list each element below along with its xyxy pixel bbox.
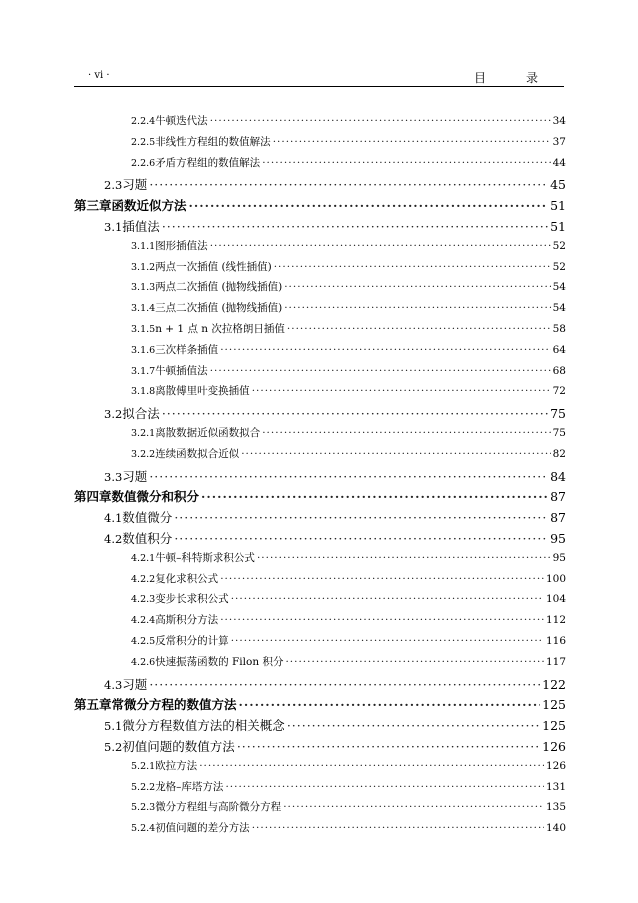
toc-entry-title: 初值问题的差分方法 [155,822,250,835]
toc-entry-title: 初值问题的数值方法 [122,739,235,754]
toc-entry-page: 117 [545,655,566,668]
toc-entry-page: 58 [552,323,566,335]
dot-leader [149,677,540,692]
toc-entry[interactable] [131,612,566,632]
toc-entry-number: 5.2.4 [131,823,156,835]
dot-leader [220,344,550,356]
toc-entry-page: 54 [552,302,566,315]
toc-entry-number: 2.2.5 [131,136,156,148]
dot-leader [231,593,544,605]
toc-entry[interactable] [131,779,566,799]
toc-entry-number: 4.2 [104,532,123,546]
toc-entry-title: 微分方程数值方法的相关概念 [122,718,285,734]
toc-entry-number: 5.2.3 [131,802,156,814]
toc-entry-title: 三点二次插值 (抛物线插值) [155,302,283,315]
dot-leader [220,614,544,626]
toc-entry-title: 数值微分和积分 [111,489,200,505]
toc-entry-page: 72 [552,385,566,398]
dot-leader [237,739,540,754]
toc-entry[interactable] [104,675,566,695]
dot-leader [189,198,549,213]
toc-entry-page: 95 [550,531,566,546]
toc-entry-page: 51 [550,198,566,214]
toc-entry-number: 3.1.3 [131,282,156,294]
toc-entry[interactable] [131,134,566,154]
toc-entry[interactable] [74,196,566,216]
toc-entry-title: 两点二次插值 (抛物线插值) [155,281,283,294]
toc-entry-page: 104 [545,593,566,606]
dot-leader [284,281,550,293]
toc-entry-page: 54 [552,281,566,294]
dot-leader [287,323,551,335]
toc-entry-number: 3.1.1 [131,240,156,252]
toc-entry[interactable] [104,529,566,549]
toc-entry[interactable] [131,550,566,570]
toc-entry-page: 112 [545,614,566,627]
toc-entry-page: 51 [550,219,566,234]
toc-entry-title: 牛顿插值法 [155,364,208,377]
toc-entry-number: 3.1.5 [131,324,156,335]
toc-entry-title: 快速振荡函数的 Filon 积分 [155,655,284,668]
toc-entry-number: 第三章 [74,198,112,214]
running-header [74,66,564,87]
toc-entry-title: 高斯积分方法 [155,614,219,627]
toc-entry-page: 64 [552,343,566,356]
toc-entry-number: 5.2 [104,740,123,754]
toc-entry-number: 3.2.2 [131,448,156,460]
toc-entry-page: 82 [552,447,566,460]
dot-leader [287,718,540,733]
toc-entry-title: 微分方程组与高阶微分方程 [155,801,282,814]
toc-entry[interactable] [104,404,566,424]
toc-entry-title: 连续函数拟合近似 [155,447,240,460]
dot-leader [201,489,548,504]
toc-entry-number: 3.1 [104,220,123,234]
toc-entry[interactable] [104,737,566,757]
dot-leader [274,261,551,273]
toc-entry-page: 116 [545,635,566,647]
toc-entry-title: 矛盾方程组的数值解法 [155,156,261,169]
toc-entry-page: 131 [545,780,566,793]
toc-entry-page: 87 [550,510,566,526]
dot-leader [174,531,548,546]
dot-leader [231,635,544,647]
toc-entry-title: 离散傅里叶变换插值 [155,385,250,398]
toc-entry-page: 84 [550,468,566,484]
toc-entry-page: 140 [545,822,566,835]
toc-entry-number: 3.1.4 [131,303,156,315]
toc-entry[interactable] [131,383,566,403]
toc-entry-title: 插值法 [122,219,160,234]
toc-entry-page: 75 [550,406,566,422]
toc-entry-number: 4.1 [104,511,123,526]
toc-entry-number: 2.2.6 [131,157,156,169]
toc-entry-number: 3.2 [104,407,123,422]
toc-entry-title: 离散数据近似函数拟合 [155,427,261,439]
dot-leader [239,697,541,712]
toc-entry-title: 三次样条插值 [155,343,219,356]
toc-entry-number: 第四章 [74,489,112,505]
toc-entry-title: 数值微分 [122,510,173,526]
toc-entry-number: 4.2.1 [131,552,156,564]
header-title: 目 录 [473,71,552,85]
dot-leader [262,157,550,169]
toc-entry-page: 135 [545,801,566,814]
toc-entry-number: 4.2.2 [131,573,156,585]
toc-entry-number: 3.1.2 [131,261,156,273]
toc-entry-title: n + 1 点 n 次拉格朗日插值 [155,323,285,335]
toc-entry[interactable] [131,259,566,279]
toc-entry[interactable] [131,446,566,466]
dot-leader [262,427,550,439]
toc-entry-number: 4.2.6 [131,656,156,668]
dot-leader [273,136,551,148]
toc-entry[interactable] [131,758,566,778]
toc-entry-title: 牛顿迭代法 [155,115,208,127]
toc-entry-title: 牛顿–科特斯求积公式 [155,551,255,564]
toc-entry-number: 3.1.7 [131,365,156,377]
dot-leader [252,385,551,397]
dot-leader [199,760,544,772]
toc-entry-title: 习题 [122,468,148,484]
toc-entry-title: 常微分方程的数值方法 [111,697,237,713]
dot-leader [149,469,548,484]
dot-leader [162,219,548,234]
toc-entry-number: 3.3 [104,469,123,484]
toc-entry[interactable] [104,716,566,736]
toc-entry-number: 3.1.8 [131,386,156,398]
toc-entry-page: 87 [550,489,566,505]
toc-entry-number: 5.2.1 [131,760,156,772]
toc-entry-number: 第五章 [74,697,112,713]
toc-entry-page: 52 [552,260,566,273]
dot-leader [220,573,544,585]
toc-entry[interactable] [104,508,566,528]
page-number: · vi · [88,70,110,81]
toc-entry-number: 4.2.5 [131,636,156,647]
dot-leader [241,448,550,460]
toc-entry-page: 52 [552,239,566,252]
toc-entry-number: 4.2.3 [131,594,156,606]
toc-entry-number: 5.1 [104,719,123,734]
dot-leader [210,240,551,252]
toc-entry[interactable] [131,799,566,819]
toc-entry-title: 习题 [122,177,148,193]
dot-leader [285,656,544,668]
toc-entry[interactable] [104,175,566,195]
toc-entry-page: 100 [545,572,566,585]
dot-leader [210,115,551,127]
toc-entry[interactable] [131,342,566,362]
toc-entry-number: 2.3 [104,178,123,193]
toc-entry-page: 126 [545,759,566,772]
toc-entry-number: 3.1.6 [131,344,156,356]
toc-entry[interactable] [131,155,566,175]
toc-entry[interactable] [104,217,566,237]
toc-entry-title: 习题 [122,676,148,692]
dot-leader [252,822,544,834]
toc-entry[interactable] [131,654,566,674]
toc-entry-number: 4.2.4 [131,615,156,627]
toc-entry-page: 125 [542,718,566,734]
dot-leader [257,552,551,564]
toc-entry-title: 欧拉方法 [155,759,198,772]
toc-entry-page: 95 [552,551,566,564]
dot-leader [174,510,548,525]
toc-entry-title: 两点一次插值 (线性插值) [155,260,272,273]
toc-entry-page: 45 [550,177,566,193]
toc-entry-number: 3.2.1 [131,428,156,439]
dot-leader [162,406,548,421]
toc-entry-title: 拟合法 [122,406,160,422]
toc-entry[interactable] [131,113,566,133]
toc-entry-page: 44 [552,156,566,169]
toc-entry-page: 122 [542,676,566,692]
dot-leader [149,177,548,192]
toc-entry-page: 75 [552,427,566,439]
dot-leader [283,801,544,813]
toc-entry[interactable] [131,363,566,383]
dot-leader [210,365,551,377]
toc-entry[interactable] [74,487,566,507]
toc-entry[interactable] [131,425,566,445]
toc-entry[interactable] [131,321,566,341]
toc-entry-page: 125 [542,697,566,713]
toc-entry[interactable] [104,467,566,487]
toc-entry-page: 126 [542,739,566,754]
dot-leader [284,302,550,314]
toc-entry[interactable] [131,238,566,258]
toc-entry-page: 34 [552,115,566,127]
toc-entry-number: 2.2.4 [131,116,156,127]
toc-entry-title: 函数近似方法 [111,198,187,214]
toc-entry-number: 5.2.2 [131,781,156,793]
toc-entry[interactable] [131,633,566,653]
toc-entry-title: 图形插值法 [155,239,208,252]
toc-entry-title: 变步长求积公式 [155,593,229,606]
toc-entry[interactable] [131,300,566,320]
toc-entry-title: 非线性方程组的数值解法 [155,135,271,148]
toc-entry[interactable] [131,571,566,591]
toc-entry[interactable] [74,695,566,715]
toc-entry-title: 反常积分的计算 [155,635,229,647]
toc-entry[interactable] [131,591,566,611]
toc-entry-title: 复化求积公式 [155,572,219,585]
toc-entry-page: 37 [552,135,566,148]
toc-entry-number: 4.3 [104,677,123,692]
toc-entry[interactable] [131,279,566,299]
toc-entry-title: 数值积分 [122,531,173,546]
toc-entry[interactable] [131,820,566,840]
dot-leader [225,781,544,793]
toc-entry-title: 龙格–库塔方法 [155,780,224,793]
toc-entry-page: 68 [552,364,566,377]
